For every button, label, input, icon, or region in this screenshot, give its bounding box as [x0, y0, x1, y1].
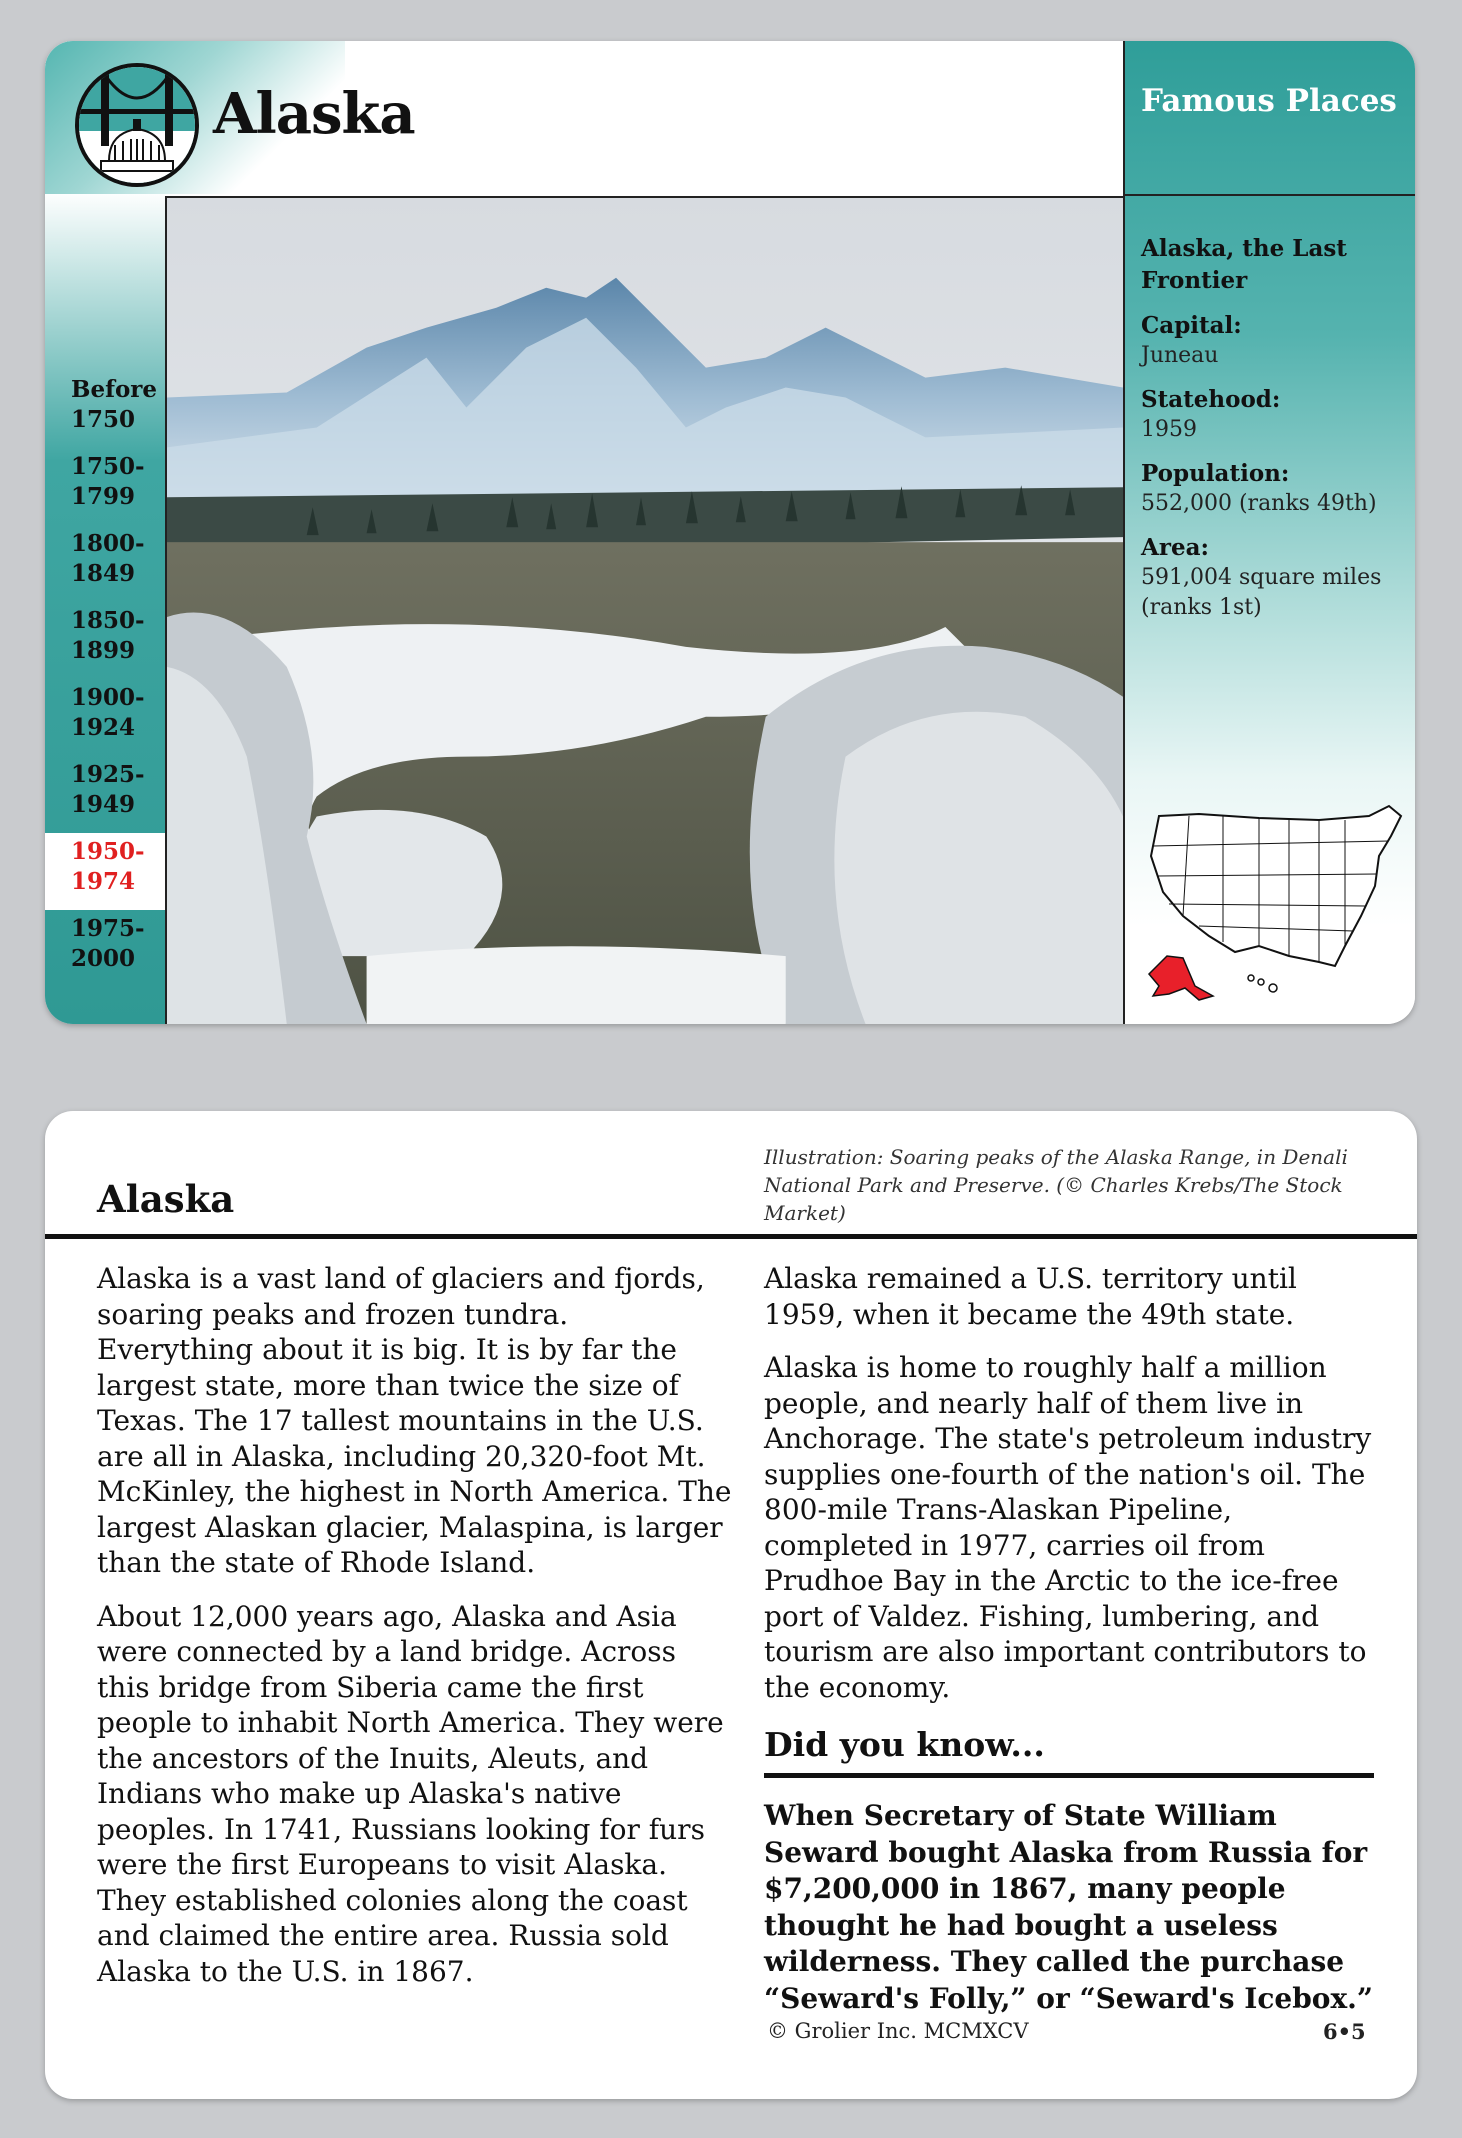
timeline — [45, 371, 165, 987]
did-you-know-text: When Secretary of State William Seward bought Alaska from Russia for $7,200,000 in 1867, many people thought he had bought a useless wilderness. They called the purchase “Seward's Folly,” or “Seward's Icebox.” — [764, 1799, 1374, 2015]
divider — [45, 1234, 1417, 1239]
paragraph: Alaska is a vast land of glaciers and fjords, soaring peaks and frozen tundra. Everything about it is big. It is by far the largest state, more than twice the size of Texas. The 17 tallest mountains in the U.S. are all in Alaska, including 20,320-foot Mt. McKinley, the highest in North America. The largest Alaskan glacier, Malaspina, is larger than the state of Rhode Island. — [97, 1262, 732, 1579]
bridge-capitol-logo-icon — [73, 61, 201, 189]
fact-label: Statehood: — [1141, 386, 1281, 413]
fact-label: Area: — [1141, 534, 1209, 561]
timeline-item: 1925- 1949 — [71, 761, 145, 818]
copyright: © Grolier Inc. MCMXCV — [767, 2019, 1029, 2043]
us-map-icon — [1139, 796, 1409, 1011]
back-title: Alaska — [97, 1177, 235, 1221]
paragraph: Alaska remained a U.S. territory until 1959, when it became the 49th state. — [764, 1262, 1297, 1331]
fact-list — [1141, 191, 1411, 637]
did-you-know-title: Did you know... — [764, 1725, 1045, 1764]
timeline-item: 1800- 1849 — [71, 530, 145, 587]
fact-value: 552,000 (ranks 49th) — [1141, 491, 1377, 516]
category-title: Famous Places — [1141, 83, 1397, 119]
text-column-left — [97, 1261, 732, 2007]
state-motto: Alaska, the Last Frontier — [1141, 235, 1347, 294]
card-code: 6•5 — [1323, 2019, 1366, 2044]
fact-value: 591,004 square miles (ranks 1st) — [1141, 565, 1382, 620]
paragraph: About 12,000 years ago, Alaska and Asia were connected by a land bridge. Across this bridge from Siberia came the first people to inhabit North America. They were the ancestors of the Inuits, Aleuts, and Indians who make up Alaska's native peoples. In 1741, Russians looking for furs were the first Europeans to visit Alaska. They established colonies along the coast and claimed the entire area. Russia sold Alaska to the U.S. in 1867. — [97, 1599, 724, 1988]
back-card — [45, 1111, 1417, 2099]
fact-label: Capital: — [1141, 312, 1242, 339]
fact-value: 1959 — [1141, 417, 1197, 442]
front-title: Alaska — [213, 81, 415, 147]
timeline-item: 1975- 2000 — [71, 915, 145, 972]
paragraph: Alaska is home to roughly half a million people, and nearly half of them live in Anchorage. The state's petroleum industry supplies one-fourth of the nation's oil. The 800-mile Trans-Alaskan Pipeline, completed in 1977, carries oil from Prudhoe Bay in the Arctic to the ice-free port of Valdez. Fishing, lumbering, and tourism are also important contributors to the economy. — [764, 1351, 1372, 1704]
text-column-right — [764, 1261, 1374, 2017]
mountain-landscape-photo — [165, 196, 1123, 1024]
divider — [764, 1773, 1374, 1778]
fact-value: Juneau — [1141, 343, 1219, 368]
timeline-item: Before 1750 — [71, 376, 158, 433]
timeline-item: 1850- 1899 — [71, 607, 145, 664]
timeline-item: 1750- 1799 — [71, 453, 145, 510]
illustration-credit: Illustration: Soaring peaks of the Alaska Range, in Denali National Park and Preserve. (© Charles Krebs/The Stock Market) — [764, 1145, 1348, 1225]
facts-panel — [1123, 41, 1415, 1024]
timeline-item: 1900- 1924 — [71, 684, 145, 741]
fact-label: Population: — [1141, 460, 1290, 487]
front-card — [45, 41, 1415, 1024]
timeline-item-active: 1950- 1974 — [45, 833, 165, 910]
